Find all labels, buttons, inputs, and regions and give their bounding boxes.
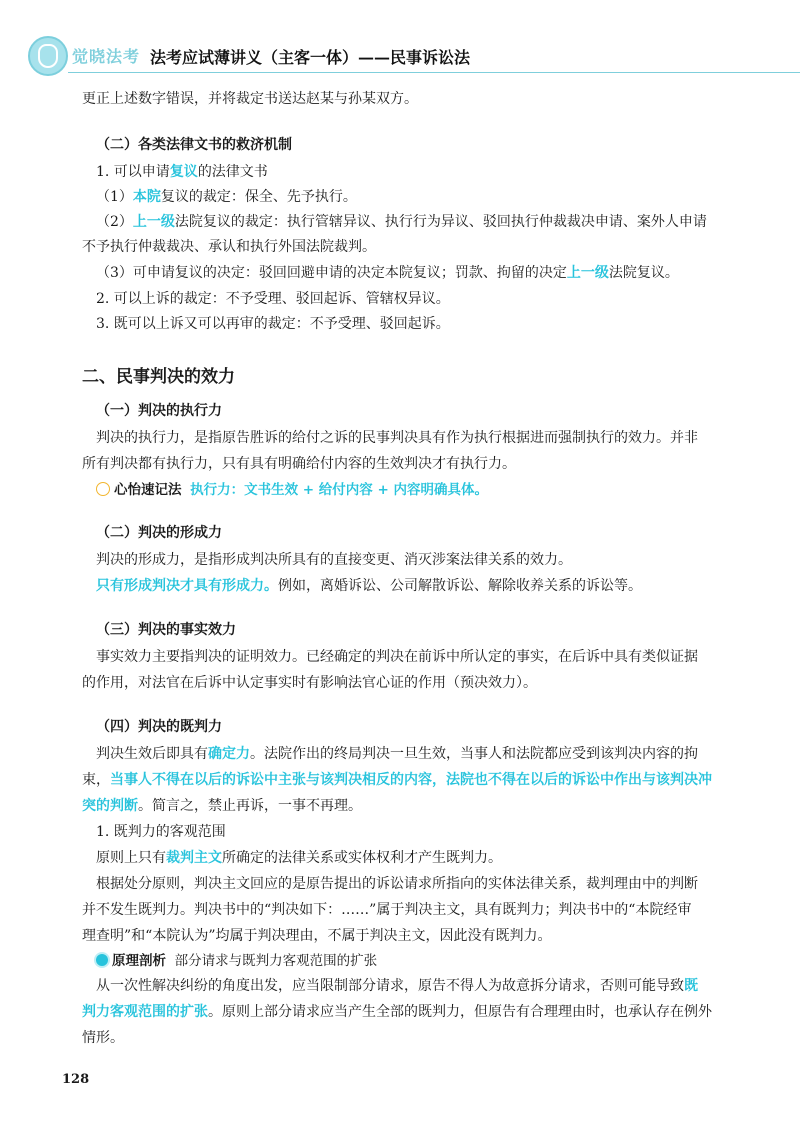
paragraph: 的作用，对法官在后诉中认定事实时有影响法官心证的作用（预决效力）。 [82,675,537,691]
list-item: （2）上一级法院复议的裁定：执行管辖异议、执行行为异议、驳回执行仲裁裁决申请、案外人申请 [96,214,707,230]
paragraph: 事实效力主要指判决的证明效力。已经确定的判决在前诉中所认定的事实，在后诉中具有类似证据 [96,649,698,665]
chapter-heading: 二、民事判决的效力 [82,367,235,387]
section-heading-formation: （二）判决的形成力 [96,525,222,541]
paragraph: 并不发生既判力。判决书中的“判决如下：……”属于判决主文，具有既判力；判决书中的“本院经审 [82,902,692,918]
list-item: （1）本院复议的裁定：保全、先予执行。 [96,189,357,205]
header-divider [68,72,800,73]
lightbulb-icon [96,482,110,496]
paragraph: 判决的执行力，是指原告胜诉的给付之诉的民事判决具有作为执行根据进而强制执行的效力。并非 [96,430,698,446]
list-item: （3）可申请复议的决定：驳回回避申请的决定本院复议；罚款、拘留的决定上一级法院复议。 [96,265,679,281]
logo-text: 觉晓法考 [72,47,141,66]
list-item: 1. 既判力的客观范围 [96,824,226,840]
section-heading-enforcement: （一）判决的执行力 [96,403,222,419]
list-item: 2. 可以上诉的裁定：不予受理、驳回起诉、管辖权异议。 [96,291,450,307]
judge-face-logo-icon [28,36,68,76]
paragraph: 原则上只有裁判主文所确定的法律关系或实体权利才产生既判力。 [96,850,502,866]
paragraph: 只有形成判决才具有形成力。例如，离婚诉讼、公司解散诉讼、解除收养关系的诉讼等。 [96,578,642,594]
paragraph: 判决生效后即具有确定力。法院作出的终局判决一旦生效，当事人和法院都应受到该判决内容的拘 [96,746,698,762]
paragraph: 判决的形成力，是指形成判决所具有的直接变更、消灭涉案法律关系的效力。 [96,552,572,568]
page-header [0,0,800,76]
paragraph: 突的判断。简言之，禁止再诉，一事不再理。 [82,798,362,814]
principle-analysis: 原理剖析 部分请求与既判力客观范围的扩张 [96,951,377,971]
page-header-title: 法考应试薄讲义（主客一体）——民事诉讼法 [150,48,471,67]
paragraph: 束，当事人不得在以后的诉讼中主张与该判决相反的内容，法院也不得在以后的诉讼中作出与该判决冲 [82,772,712,788]
paragraph: 根据处分原则，判决主文回应的是原告提出的诉讼请求所指向的实体法律关系，裁判理由中的判断 [96,876,698,892]
paragraph: 判力客观范围的扩张。原则上部分请求应当产生全部的既判力，但原告有合理理由时，也承认存在例外 [82,1004,712,1020]
sun-icon [96,954,108,966]
page-number: 128 [62,1072,90,1087]
paragraph: 从一次性解决纠纷的角度出发，应当限制部分请求，原告不得人为故意拆分请求，否则可能导致既 [96,978,698,994]
list-item: 1. 可以申请复议的法律文书 [96,164,268,180]
paragraph-continuation: 更正上述数字错误，并将裁定书送达赵某与孙某双方。 [82,91,418,107]
paragraph: 情形。 [82,1030,124,1046]
memory-tip: 心怡速记法 执行力：文书生效 + 给付内容 + 内容明确具体。 [96,480,488,500]
list-item-continuation: 不予执行仲裁裁决、承认和执行外国法院裁判。 [82,239,376,255]
paragraph: 理查明”和“本院认为”均属于判决理由，不属于判决主文，因此没有既判力。 [82,928,552,944]
section-heading-res-judicata: （四）判决的既判力 [96,719,222,735]
section-heading-remedy: （二）各类法律文书的救济机制 [96,137,292,153]
paragraph: 所有判决都有执行力，只有具有明确给付内容的生效判决才有执行力。 [82,456,516,472]
section-heading-fact-effect: （三）判决的事实效力 [96,622,236,638]
list-item: 3. 既可以上诉又可以再审的裁定：不予受理、驳回起诉。 [96,316,450,332]
